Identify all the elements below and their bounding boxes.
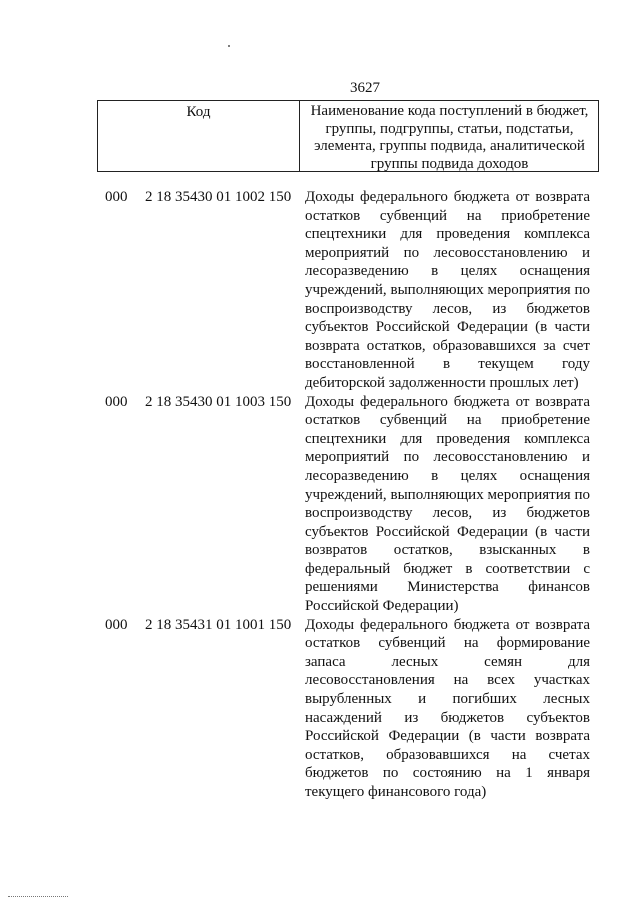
- header-code-label: Код: [186, 104, 211, 120]
- admin-code: 000: [105, 616, 128, 633]
- table-header: [97, 100, 599, 172]
- row-description: Доходы федерального бюджета от возврата остатков субвенций на приобретение спецтехники для проведения комплекса мероприятий по лесовосстановлению и лесоразведению в целях оснащения учреждений, выполняющих мероприятия по воспроизводству лесов, из бюджетов субъектов Российской Федерации (в части возврата остатков, образовавшихся за счет восстановленной в текущем году дебиторской задолженности прошлых лет): [305, 189, 590, 391]
- table-row: [0, 188, 640, 393]
- scan-speck: [228, 45, 230, 47]
- admin-code: 000: [105, 189, 128, 205]
- scan-edge-marks: [8, 896, 68, 899]
- row-description: Доходы федерального бюджета от возврата остатков субвенций на приобретение спецтехники для проведения комплекса мероприятий по лесовосстановлению и лесоразведению в целях оснащения учреждений, выполняющих мероприятия по воспроизводству лесов, из бюджетов субъектов Российской Федерации (в части возвратов остатков, взысканных в федеральный бюджет в соответствии с решениями Министерства финансов Российской Федерации): [305, 393, 590, 615]
- table-row: [0, 393, 640, 616]
- kbk-code: 2 18 35430 01 1002 150: [145, 189, 292, 205]
- admin-code: 000: [105, 393, 128, 410]
- header-name-label: Наименование кода поступлений в бюджет, группы, подгруппы, статьи, подстатьи, элемента, группы подвида, аналитической группы подвида доходов: [310, 103, 589, 172]
- kbk-code: 2 18 35431 01 1001 150: [145, 616, 292, 633]
- kbk-code: 2 18 35430 01 1003 150: [145, 393, 292, 410]
- page-number: 3627: [350, 80, 380, 96]
- table-row: [0, 616, 640, 802]
- row-description: Доходы федерального бюджета от возврата остатков субвенций на формирование запаса лесных семян для лесовосстановления на всех участках вырубленных и погибших лесных насаждений из бюджетов субъектов Российской Федерации (в части возврата остатков, образовавшихся на счетах бюджетов по состоянию на 1 января текущего финансового года): [305, 616, 590, 800]
- entries-list: [0, 188, 640, 802]
